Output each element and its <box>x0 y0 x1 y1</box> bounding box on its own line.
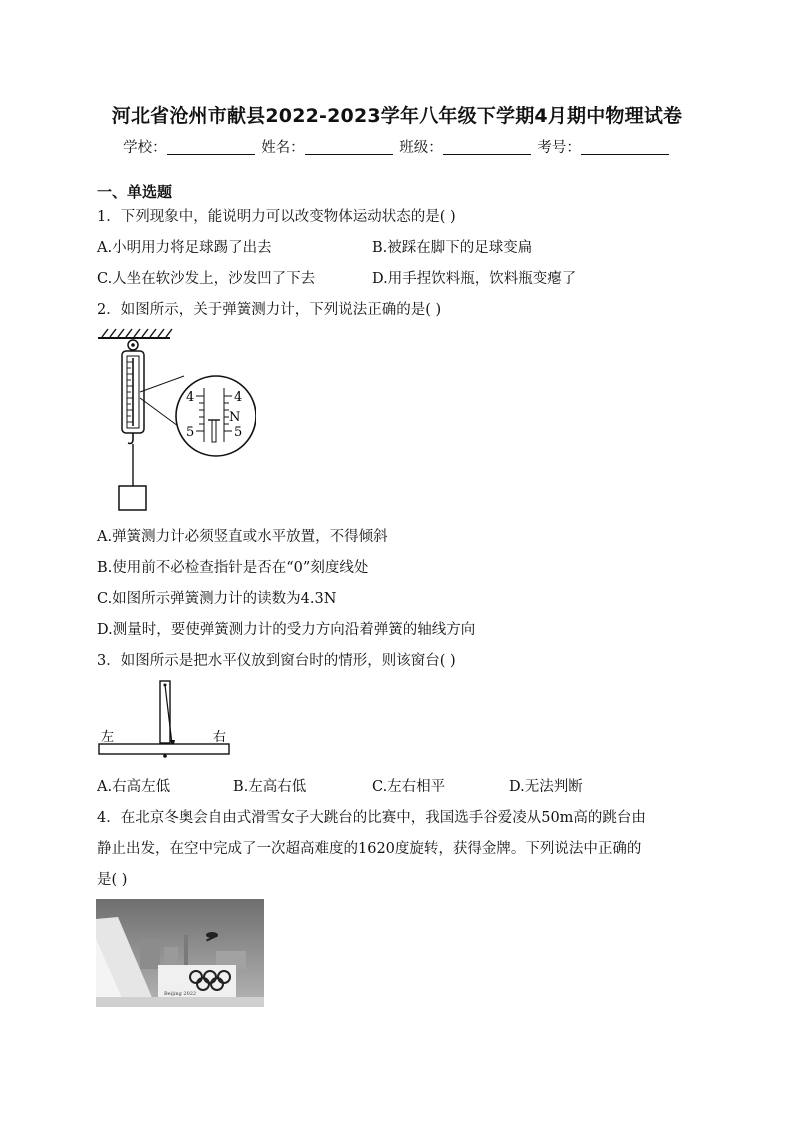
class-blank[interactable] <box>443 140 531 155</box>
question-2-text: 如图所示，关于弹簧测力计，下列说法正确的是( ) <box>120 302 442 318</box>
question-4-stem-line-3: 是( ) <box>97 872 128 888</box>
question-2-option-d[interactable]: D.测量时，要使弹簧测力计的受力方向沿着弹簧的轴线方向 <box>97 622 476 638</box>
scale-mark-5-right: 5 <box>234 425 243 440</box>
question-3-option-b[interactable]: B.左高右低 <box>233 779 307 795</box>
question-1-text: 下列现象中，能说明力可以改变物体运动状态的是( ) <box>120 209 456 225</box>
question-3-option-d[interactable]: D.无法判断 <box>509 779 583 795</box>
spring-scale-figure <box>96 326 256 514</box>
question-1-option-a[interactable]: A.小明用力将足球踢了出去 <box>97 240 272 256</box>
scale-mark-5-left: 5 <box>186 425 195 440</box>
question-3-option-c[interactable]: C.左右相平 <box>372 779 446 795</box>
question-4-stem-line-1 <box>97 806 646 827</box>
scale-mark-4-left: 4 <box>186 390 195 405</box>
question-1-number: 1． <box>97 209 121 225</box>
ski-jump-photo <box>96 899 264 1007</box>
name-blank[interactable] <box>305 140 393 155</box>
section-heading: 一、单选题 <box>97 183 173 201</box>
question-1-option-d[interactable]: D.用手捏饮料瓶，饮料瓶变瘪了 <box>372 271 577 287</box>
scale-mark-4-right: 4 <box>234 390 243 405</box>
scale-unit: N <box>229 410 241 425</box>
question-2-stem <box>97 298 441 319</box>
question-2-option-a[interactable]: A.弹簧测力计必须竖直或水平放置，不得倾斜 <box>97 529 388 545</box>
beijing-logo-text: Beijing 2022 <box>164 991 197 997</box>
question-4-stem-line-2: 静止出发，在空中完成了一次超高难度的1620度旋转，获得金牌。下列说法中正确的 <box>97 841 642 857</box>
question-1-option-c[interactable]: C.人坐在软沙发上，沙发凹了下去 <box>97 271 316 287</box>
exam-number-blank[interactable] <box>581 140 669 155</box>
name-label: 姓名： <box>261 140 305 156</box>
question-2-option-c[interactable]: C.如图所示弹簧测力计的读数为4.3N <box>97 591 337 607</box>
question-3-number: 3． <box>97 653 121 669</box>
question-3-stem <box>97 649 456 670</box>
left-label: 左 <box>101 730 115 745</box>
question-4-number: 4． <box>97 810 121 826</box>
level-instrument-figure <box>97 678 233 764</box>
question-1-stem <box>97 205 456 226</box>
question-3-option-a[interactable]: A.右高左低 <box>97 779 171 795</box>
right-label: 右 <box>213 730 227 745</box>
school-blank[interactable] <box>167 140 255 155</box>
question-3-text: 如图所示是把水平仪放到窗台时的情形，则该窗台( ) <box>120 653 456 669</box>
question-2-option-b[interactable]: B.使用前不必检查指针是否在“0”刻度线处 <box>97 560 369 576</box>
question-2-number: 2． <box>97 302 121 318</box>
class-label: 班级： <box>399 140 443 156</box>
exam-number-label: 考号： <box>537 140 581 156</box>
school-label: 学校： <box>123 140 167 156</box>
student-info-line <box>0 136 794 157</box>
page-title: 河北省沧州市献县2022-2023学年八年级下学期4月期中物理试卷 <box>111 105 683 127</box>
question-1-option-b[interactable]: B.被踩在脚下的足球变扁 <box>372 240 533 256</box>
question-4-text-1: 在北京冬奥会自由式滑雪女子大跳台的比赛中，我国选手谷爱凌从50m高的跳台由 <box>120 810 646 826</box>
